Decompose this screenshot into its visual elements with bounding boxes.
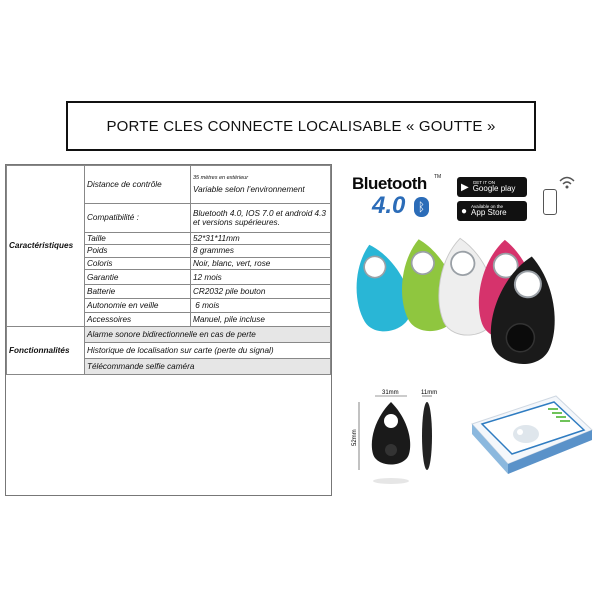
packaging-box-photo — [468, 390, 596, 482]
bluetooth-tm: TM — [434, 174, 442, 180]
dimension-drawing — [345, 388, 445, 493]
bluetooth-icon: ᛒ — [414, 197, 429, 217]
smartphone-icon — [543, 189, 557, 215]
wireless-signal-icon — [558, 173, 576, 191]
width-label: 31mm — [382, 390, 399, 396]
spec-value-batterie: CR2032 pile bouton — [191, 285, 331, 299]
spec-label-autonomie: Autonomie en veille — [85, 299, 191, 313]
spec-value-coloris: Noir, blanc, vert, rose — [191, 257, 331, 269]
spec-label-compat: Compatibilité : — [85, 204, 191, 233]
spec-table-container — [5, 164, 332, 496]
tag-button — [385, 444, 397, 456]
google-play-icon: ▶ — [461, 181, 469, 193]
spec-label-batterie: Batterie — [85, 285, 191, 299]
spec-value-accessoires: Manuel, pile incluse — [191, 313, 331, 327]
google-play-label: Google play — [472, 184, 516, 194]
page-title: PORTE CLES CONNECTE LOCALISABLE « GOUTTE » — [106, 117, 496, 135]
feature-row: Télécommande selfie caméra — [85, 359, 331, 375]
apple-icon: ● — [461, 205, 468, 217]
spec-value-autonomie — [191, 299, 331, 313]
spec-label-garantie: Garantie — [85, 270, 191, 285]
height-label: 52mm — [352, 429, 358, 446]
tag-side-view — [422, 402, 432, 470]
spec-label-coloris: Coloris — [85, 257, 191, 269]
spec-value-taille: 52*31*11mm — [191, 233, 331, 245]
product-photo-colored-tags — [352, 232, 590, 382]
app-store-label: App Store — [471, 208, 507, 218]
spec-value-garantie: 12 mois — [191, 270, 331, 285]
google-play-small-text: GET IT ON — [472, 179, 496, 185]
spec-value-autonomie-text: 6 mois — [195, 301, 220, 311]
feature-row: Alarme sonore bidirectionnelle en cas de perte — [85, 327, 331, 343]
depth-label: 11mm — [421, 390, 438, 396]
google-play-badge[interactable] — [457, 177, 527, 197]
spec-label-distance: Distance de contrôle — [85, 166, 191, 204]
spec-table — [6, 165, 331, 375]
category-fonctionnalites: Fonctionnalités — [7, 327, 85, 375]
bluetooth-wordmark: Bluetooth — [352, 174, 427, 193]
feature-row: Historique de localisation sur carte (perte du signal) — [85, 343, 331, 359]
spec-value-distance — [191, 166, 331, 204]
app-store-small-text: Available on the — [471, 203, 503, 209]
spec-value-distance-main: Variable selon l’environnement — [193, 184, 305, 194]
app-store-badge[interactable] — [457, 201, 527, 221]
tag-reflection — [373, 478, 409, 484]
bluetooth-version: 4.0 — [372, 192, 406, 219]
spec-value-poids: 8 grammes — [191, 245, 331, 257]
box-tag-image — [513, 425, 539, 443]
page-title-box — [66, 101, 536, 151]
spec-value-compat: Bluetooth 4.0, IOS 7.0 et android 4.3 et versions supérieures. — [191, 204, 331, 233]
tag-ring-hole — [384, 414, 398, 428]
spec-value-distance-small: 35 mètres en extérieur — [193, 174, 249, 181]
bluetooth-logo — [352, 174, 440, 224]
spec-label-taille: Taille — [85, 233, 191, 245]
spec-label-poids: Poids — [85, 245, 191, 257]
spec-label-accessoires: Accessoires — [85, 313, 191, 327]
category-caracteristiques: Caractéristiques — [7, 166, 85, 327]
box-tag-hole — [517, 429, 523, 435]
